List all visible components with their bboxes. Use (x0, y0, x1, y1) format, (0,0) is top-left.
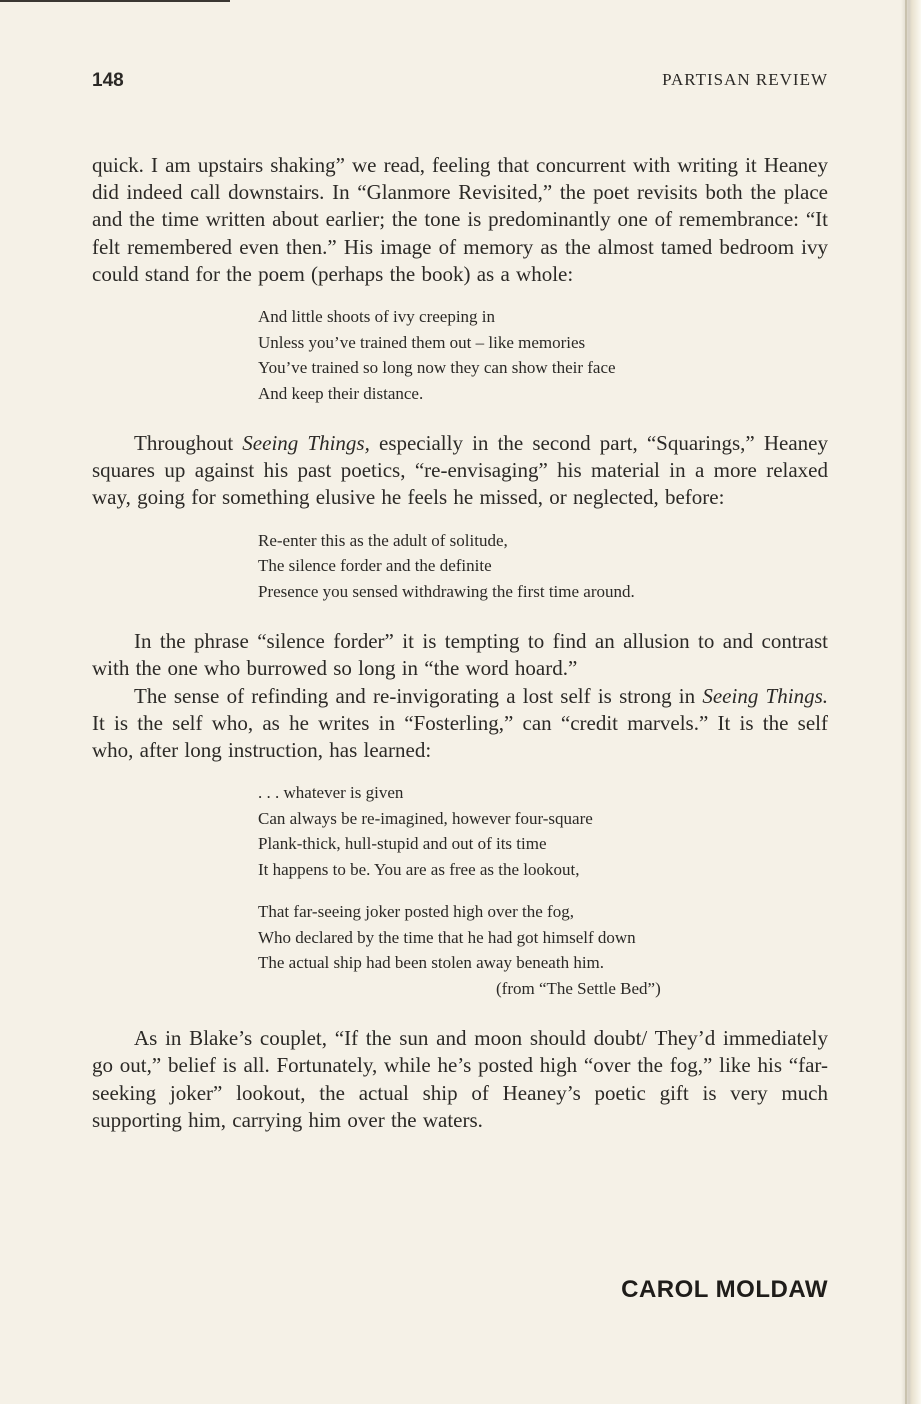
verse-line: And little shoots of ivy creeping in (258, 307, 496, 327)
verse-line: That far-seeing joker posted high over the fog, (258, 902, 574, 922)
top-rule (0, 0, 230, 2)
verse-line: Re-enter this as the adult of solitude, (258, 530, 508, 550)
verse-line: Who declared by the time that he had got himself down (258, 927, 636, 947)
paragraph-4-rest: It is the self who, as he writes in “Fosterling,” can “credit marvels.” It is the self who, after long instruction, has learned: (92, 710, 828, 762)
verse-line: Can always be re-imagined, however four-square (258, 808, 593, 828)
verse-line: It happens to be. You are as free as the lookout, (258, 859, 580, 879)
page-header (92, 70, 828, 100)
author-signature: CAROL MOLDAW (621, 1276, 828, 1303)
page-number: 148 (92, 70, 124, 91)
verse-line: And keep their distance. (258, 383, 424, 403)
verse-quote-2 (258, 528, 828, 605)
verse-quote-1 (258, 304, 828, 406)
verse-line: The actual ship had been stolen away beneath him. (258, 953, 605, 973)
verse-line: Unless you’ve trained them out – like memories (258, 332, 586, 352)
paragraph-2-lead: Throughout (134, 431, 243, 456)
page-edge-shadow (901, 0, 921, 1404)
paragraph-2 (92, 430, 828, 512)
quote-source: (from “The Settle Bed”) (496, 978, 661, 998)
paragraph-4 (92, 683, 828, 765)
book-title: Seeing Things, (242, 431, 370, 456)
paragraph-2-rest: especially in the second part, “Squarings,” Heaney squares up against his past poetics, “re-envisaging” his material in a more relaxed way, going for something elusive he feels he missed, or neglected, before: (92, 431, 829, 510)
paragraph-1: quick. I am upstairs shaking” we read, feeling that concurrent with writing it Heaney did indeed call downstairs. In “Glanmore Revisited,” the poet revisits both the place and the time written about earlier; the tone is predominantly one of remembrance: “It felt remembered even then.” His image of memory as the almost tamed bedroom ivy could stand for the poem (perhaps the book) as a whole: (92, 153, 828, 286)
verse-line: Plank-thick, hull-stupid and out of its time (258, 834, 547, 854)
stanza-break (258, 882, 828, 899)
verse-quote-3 (258, 780, 828, 1001)
verse-line: . . . whatever is given (258, 783, 404, 803)
page-edge-line (905, 0, 907, 1404)
book-title: Seeing Things. (702, 683, 828, 708)
paragraph-3: In the phrase “silence forder” it is tempting to find an allusion to and contrast with the one who burrowed so long in “the word hoard.” (92, 629, 828, 681)
verse-line: You’ve trained so long now they can show their face (258, 358, 616, 378)
verse-line: The silence forder and the definite (258, 556, 492, 576)
article-body (92, 152, 828, 1134)
paragraph-5: As in Blake’s couplet, “If the sun and moon should doubt/ They’d immediately go out,” belief is all. Fortunately, while he’s posted high “over the fog,” like his “far-seeking joker” lookout, the actual ship of Heaney’s poetic gift is very much supporting him, carrying him over the waters. (92, 1026, 828, 1132)
running-head: PARTISAN REVIEW (662, 70, 828, 89)
paragraph-4-lead: The sense of refinding and re-invigorating a lost self is strong in (134, 683, 703, 708)
verse-line: Presence you sensed withdrawing the first time around. (258, 581, 635, 601)
